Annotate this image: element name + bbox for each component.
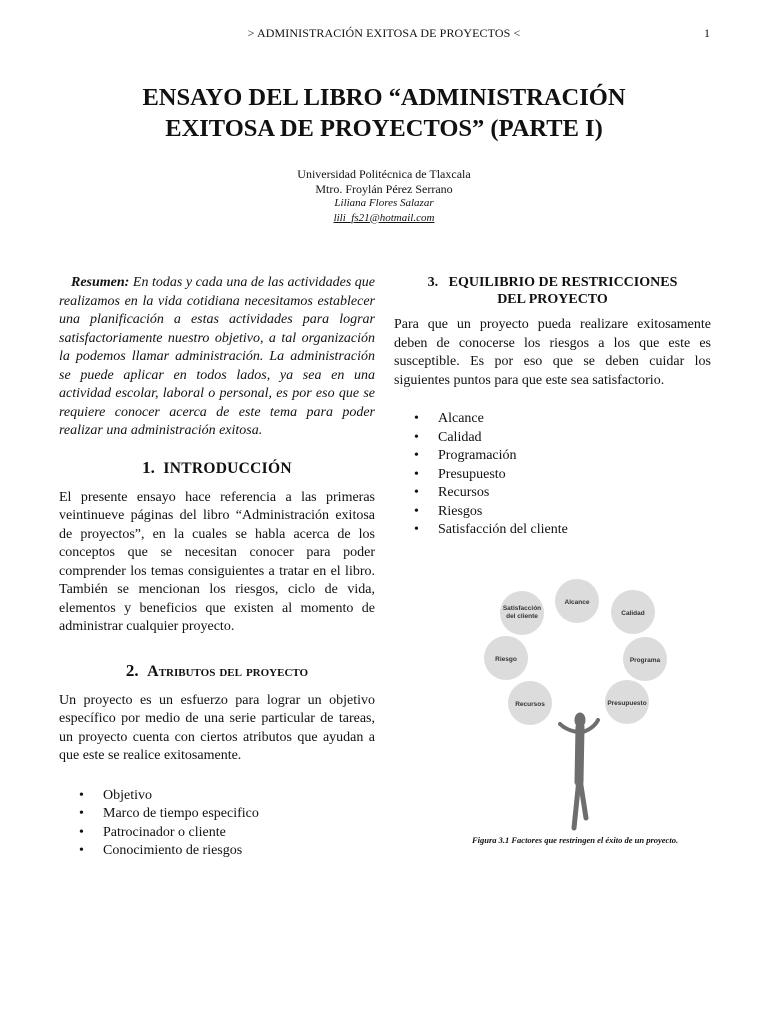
ball-label: Alcance [564, 599, 590, 606]
juggling-figure [460, 574, 700, 834]
paper-title [80, 82, 688, 144]
ball-calidad [611, 590, 655, 634]
title-line-1: ENSAYO DEL LIBRO “ADMINISTRACIÓN [142, 84, 626, 111]
abstract-label: Resumen: [71, 275, 130, 290]
left-column [59, 274, 375, 861]
author-name: Liliana Flores Salazar [334, 197, 434, 209]
ball-label: del cliente [506, 613, 538, 620]
section-heading-line-2: DEL PROYECTO [497, 292, 608, 307]
ball-label: Satisfacción [502, 605, 542, 612]
list-item: • Satisfacción del cliente [438, 521, 711, 540]
university: Universidad Politécnica de Tlaxcala [297, 167, 471, 181]
section-heading-line-1 [394, 274, 711, 291]
author-email-link[interactable]: lili_fs21@hotmail.com [333, 211, 435, 224]
constraints-paragraph: Para que un proyecto pueda realizare exitosamente deben de conocerse los riesgos a los que este es susceptible. Es por eso que se deben cuidar los siguientes puntos para que este sea satisfactorio. [394, 317, 711, 388]
title-line-2: EXITOSA DE PROYECTOS” (PARTE I) [165, 115, 603, 142]
section-heading-equilibrio [394, 274, 711, 308]
figure-caption: Figura 3.1 Factores que restringen el éxito de un proyecto. [471, 835, 679, 845]
abstract [59, 274, 375, 441]
list-item: • Recursos [438, 484, 711, 503]
section-title: Atributos del proyecto [147, 662, 309, 680]
juggling-illustration [460, 574, 700, 834]
ball-recursos [508, 681, 552, 725]
running-header: > ADMINISTRACIÓN EXITOSA DE PROYECTOS < [247, 26, 521, 40]
list-item: • Objetivo [103, 787, 375, 806]
ball-label: Presupuesto [607, 700, 647, 707]
section-number: 2. [125, 660, 139, 680]
ball-label: Riesgo [495, 656, 517, 663]
list-item: • Presupuesto [438, 466, 711, 485]
ball-label: Programa [629, 657, 661, 664]
ball-alcance [555, 579, 599, 623]
instructor: Mtro. Froylán Pérez Serrano [315, 181, 453, 196]
list-item: • Alcance [438, 410, 711, 429]
ball-label: Calidad [621, 610, 645, 617]
affiliation-block [0, 167, 768, 225]
abstract-text: En todas y cada una de las actividades que realizamos en la vida cotidiana necesitamos establecer una planificación a estas actividades para lograr satisfactoriamente nuestro objetivo, a tal organización la podemos llamar administración. La administración se puede aplicar en todos lados, ya sea en una actividad escolar, laboral o personal, es por eso que se requiere conocer acerca de este tema para poder realizar una administración exitosa. [59, 275, 376, 438]
section-number: 3. [427, 275, 439, 290]
right-column [394, 274, 711, 540]
ball-presupuesto [605, 680, 649, 724]
ball-satisfaccion [500, 591, 544, 635]
section-heading-atributos [59, 661, 375, 682]
ball-riesgo [484, 636, 528, 680]
ball-programa [623, 637, 667, 681]
page-number: 1 [704, 26, 710, 40]
list-item: • Calidad [438, 429, 711, 448]
section-title: EQUILIBRIO DE RESTRICCIONES [448, 275, 678, 290]
attributes-list [59, 787, 375, 861]
intro-paragraph: El presente ensayo hace referencia a las primeras veintinueve páginas del libro “Administración exitosa de proyectos”, en la cuales se habla acerca de los conceptos que se necesitan conocer para poder comprender los temas consiguientes a tratar en el libro. También se mencionan los riesgos, ciclo de vida, elementos y beneficios que existen al momento de administrar cualquier proyecto. [59, 489, 375, 634]
juggler-person-icon [560, 713, 598, 828]
list-item: • Programación [438, 447, 711, 466]
list-item: • Conocimiento de riesgos [103, 842, 375, 861]
list-item: • Marco de tiempo especifico [103, 805, 375, 824]
section-title: INTRODUCCIÓN [163, 459, 292, 477]
section-number: 1. [142, 457, 155, 477]
list-item: • Patrocinador o cliente [103, 824, 375, 843]
constraints-list [394, 410, 711, 540]
list-item: • Riesgos [438, 503, 711, 522]
ball-label: Recursos [515, 701, 545, 708]
section-heading-introduccion [59, 458, 375, 479]
attributes-paragraph: Un proyecto es un esfuerzo para lograr un objetivo específico por medio de una serie particular de tareas, un proyecto cuenta con ciertos atributos que ayudan a que este se realice exitosamente. [59, 692, 375, 763]
